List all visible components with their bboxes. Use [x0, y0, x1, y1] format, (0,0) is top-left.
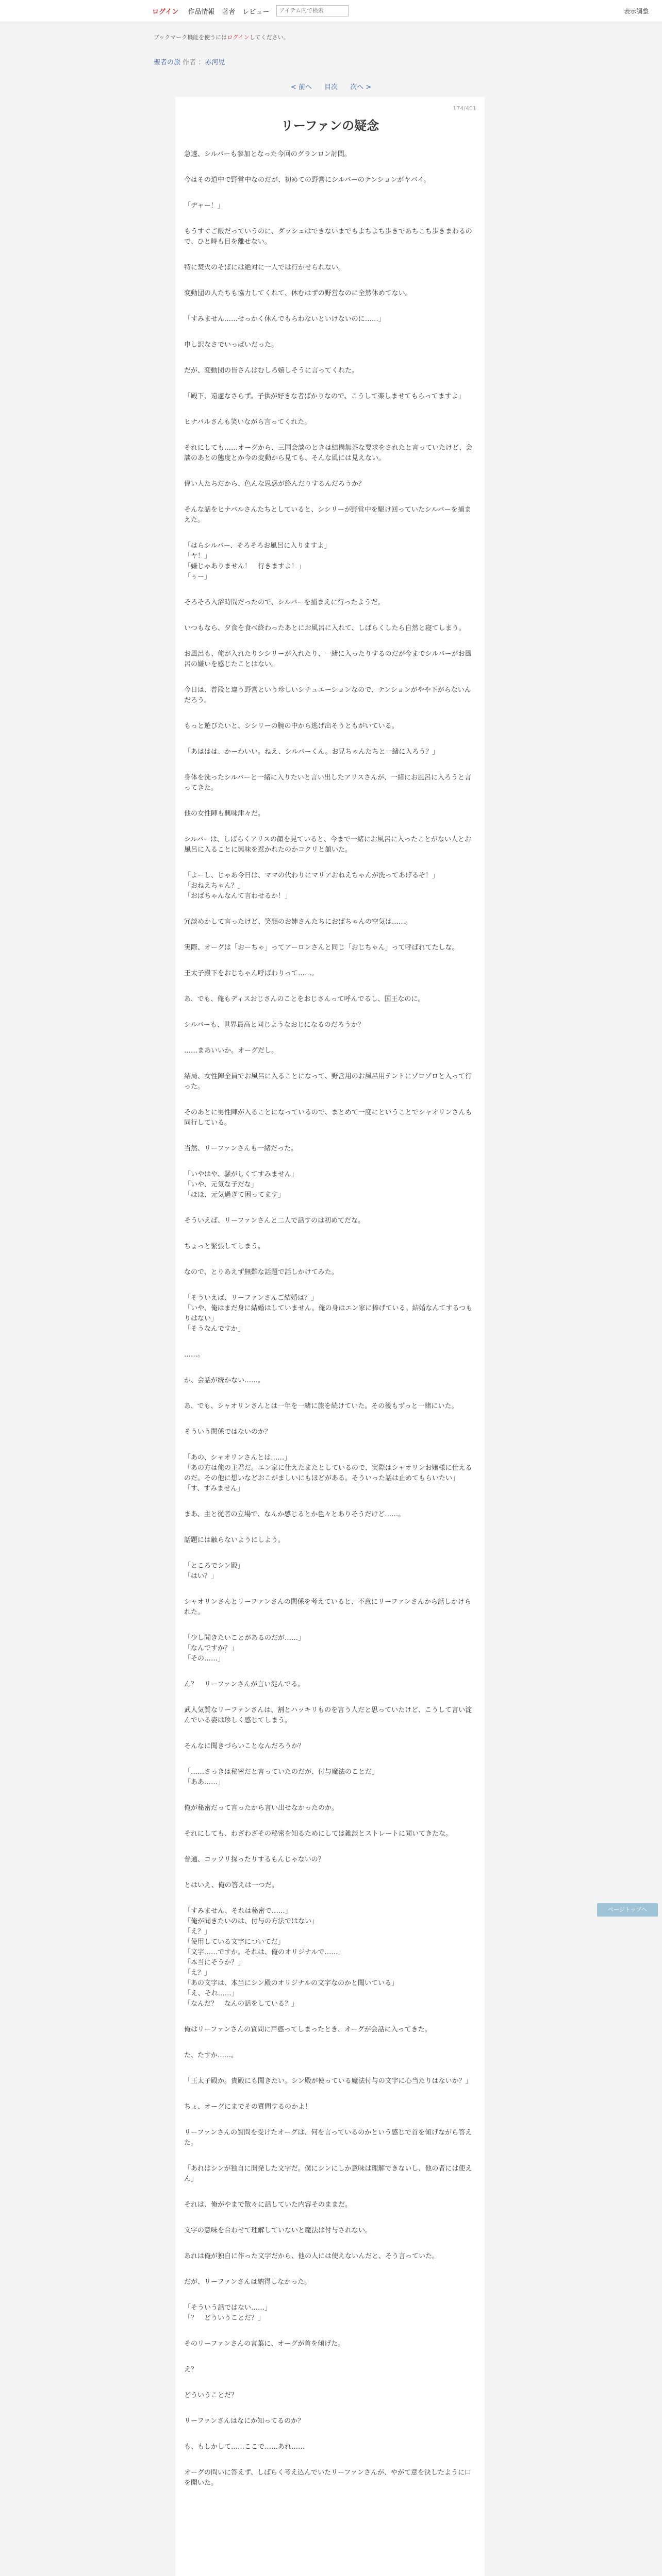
- paragraph: 俺はリーファンさんの質問に戸惑ってしまったとき、オーグが会話に入ってきた。: [184, 2026, 432, 2033]
- episode-nav-top: [0, 81, 662, 91]
- paragraph: とはいえ、俺の答えは一つだ。: [184, 1882, 278, 1889]
- paragraph: それにしても……オーグから、三国会談のときは結構無茶な要求をされたと言っていたけど、会談のあとの態度とか今の変動から見ても、そんな風には見えない。: [184, 444, 473, 462]
- paragraph: だが、リーファンさんは納得しなかった。: [184, 2278, 311, 2286]
- episode-title: リーファンの疑念: [280, 118, 379, 133]
- paragraph: だが、変動団の皆さんはむしろ嬉しそうに言ってくれた。: [184, 367, 359, 375]
- paragraph: 今日は、普段と違う野営という珍しいシチュエーションなので、テンションがやや下がらないんだろう。: [184, 686, 471, 704]
- paragraph: 今はその道中で野営中なのだが、初めての野営にシルバーのテンションがヤバイ。: [184, 176, 431, 184]
- paragraph: 王太子殿下をおじちゃん呼ばわりって……。: [184, 970, 319, 977]
- paragraph: ……まあいいか。オーグだし。: [184, 1047, 278, 1055]
- paragraph: 変動団の人たちも協力してくれて、休むはずの野営なのに全然休めてない。: [184, 290, 412, 297]
- paragraph: 身体を洗ったシルバーと一緒に入りたいと言い出したアリスさんが、一緒にお風呂に入ろうと言ってきた。: [184, 774, 471, 792]
- paragraph: も、もしかして……ここで……あれ……: [184, 2443, 305, 2451]
- search-input[interactable]: [276, 5, 349, 16]
- paragraph: ヒナバルさんも笑いながら言ってくれた。: [184, 418, 311, 426]
- paragraph: リーファンさんはなにか知ってるのか？: [184, 2417, 305, 2425]
- paragraph: た、たすか……。: [184, 2052, 238, 2059]
- paragraph: シャオリンさんとリーファンさんの関係を考えていると、不意にリーファンさんから話しかけられた。: [184, 1598, 471, 1616]
- paragraph: 「ヂャー！」: [184, 202, 224, 210]
- paragraph: 武人気質なリーファンさんは、割とハッキリものを言う人だと思っていたけど、こうして言い淀んでいる姿は珍しく感じてしまう。: [184, 1706, 472, 1724]
- paragraph: 偉い人たちだから、色んな思惑が絡んだりするんだろうか？: [184, 480, 366, 488]
- paragraph: シルバーは、しばらくアリスの顔を見ていると、今まで一緒にお風呂に入ったことがない人とお風呂に入ることに興味を惹かれたのかコクリと頷いた。: [184, 836, 471, 854]
- paragraph: ちょ、オーグにまでその質問するのかよ！: [184, 2103, 312, 2111]
- paragraph: 特に焚火のそばには絶対に一人では行かせられない。: [184, 264, 345, 272]
- breadcrumb-author-link[interactable]: 赤河児: [205, 59, 225, 66]
- episode-page: [175, 97, 485, 2576]
- episode-body: [184, 149, 473, 2504]
- paragraph: 「ところでシン殿」 「はい？」: [184, 1562, 244, 1580]
- paragraph: 「王太子殿か。貴殿にも聞きたい。シン殿が使っている魔法付与の文字に心当たりはないか？」: [184, 2077, 472, 2085]
- paragraph: 「あれはシンが独自に開発した文字だ。僕にシンにしか意味は理解できないし、他の者には使えん」: [184, 2165, 472, 2183]
- paragraph: いつもなら、夕食を食べ終わったあとにお風呂に入れて、しばらくしたら自然と寝てしまう。: [184, 624, 466, 632]
- paragraph: 「そういえば、リーファンさんご結婚は？」 「いや、俺はまだ身に結婚はしていません。俺の身はエン家に捧げている。結婚なんてするつもりはない」 「そうなんですか」: [184, 1294, 473, 1333]
- paragraph: ちょっと緊張してしまう。: [184, 1243, 265, 1250]
- paragraph: 「殿下、遠慮なさらず。子供が好きな者ばかりなので、こうして楽しませてもらってますよ」: [184, 393, 465, 400]
- paragraph: それにしても、わざわざその秘密を知るためにしては雑談とストレートに聞いてきたな。: [184, 1830, 453, 1838]
- paragraph: ……。: [184, 1351, 205, 1359]
- scroll-top-button[interactable]: ページトップへ: [597, 1903, 658, 1917]
- paragraph: そんなに聞きづらいことなんだろうか？: [184, 1742, 305, 1750]
- paragraph: 「よーし、じゃあ今日は、ママの代わりにマリアおねえちゃんが洗ってあげるぞ！」 「おねえちゃん？」 「おばちゃんなんて言わせるか！」: [184, 872, 439, 900]
- paragraph: そろそろ入浴時間だったので、シルバーを捕まえに行ったようだ。: [184, 599, 385, 606]
- paragraph: 「すみません、それは秘密で……」 「俺が聞きたいのは、付与の方法ではない」 「え？」 「使用している文字についてだ」 「文字……ですか。それは、俺のオリジナルで……」 「本当にそうか？」 「え？」 「あの文字は、本当にシン殿のオリジナルの文字なのかと聞いている」 「え、それ……」 「なんだ？ なんの話をしている？」: [184, 1907, 399, 2008]
- paragraph: 普通、コッソリ探ったりするもんじゃないの？: [184, 1856, 325, 1863]
- paragraph: 「少し聞きたいことがあるのだが……」 「なんですか？」 「その……」: [184, 1634, 305, 1663]
- nav-link-work-info[interactable]: 作品情報: [188, 8, 215, 16]
- paragraph: 他の女性陣も興味津々だ。: [184, 810, 265, 818]
- prev-link[interactable]: < 前へ: [290, 83, 312, 91]
- paragraph: 結局、女性陣全員でお風呂に入ることになって、野営用のお風呂用テントにゾロゾロと入って行った。: [184, 1073, 472, 1091]
- paragraph: もうすぐご飯だっていうのに、ダッシュはできないまでもよちよち歩きであちこち歩きまわるので、ひと時も目を離せない。: [184, 228, 472, 246]
- paragraph: 「すみません……せっかく休んでもらわないといけないのに……」: [184, 315, 385, 323]
- paragraph: そんな話をヒナバルさんたちとしていると、シシリーが野営中を駆け回っていたシルバーを捕まえた。: [184, 506, 471, 524]
- paragraph: 話題には触らないようにしよう。: [184, 1536, 285, 1544]
- paragraph: シルバーも、世界最高と同じようなおじになるのだろうか？: [184, 1021, 365, 1029]
- breadcrumb: 聖者の旅 作者 ：赤河児: [154, 59, 225, 66]
- display-settings-button[interactable]: 表示調整: [623, 8, 649, 15]
- paragraph: あれは俺が独自に作った文字だから、他の人には使えないんだと、そう言っていた。: [184, 2252, 439, 2260]
- top-navbar: [0, 0, 662, 22]
- paragraph: え？: [184, 2366, 198, 2374]
- paragraph: リーファンさんの質問を受けたオーグは、何を言っているのかという感じで首を傾げながら答えた。: [184, 2129, 472, 2147]
- paragraph: ん？ リーファンさんが言い淀んでる。: [184, 1681, 305, 1688]
- next-link[interactable]: 次へ >: [350, 83, 372, 91]
- breadcrumb-author-label: 作者: [183, 59, 196, 66]
- paragraph: 申し訳なさでいっぱいだった。: [184, 341, 278, 349]
- paragraph: もっと遊びたいと、シシリーの腕の中から逃げ出そうともがいている。: [184, 722, 399, 730]
- paragraph: あ、でも、シャオリンさんとは一年を一緒に旅を続けていた。その後もずっと一緒にいた。: [184, 1402, 458, 1410]
- paragraph: 実際、オーグは「おーちゃ」ってアーロンさんと同じ「おじちゃん」って呼ばれてたしな。: [184, 944, 459, 952]
- paragraph: オーグの問いに答えず、しばらく考え込んでいたリーファンさんが、やがて意を決したように口を開いた。: [184, 2469, 472, 2487]
- paragraph: それは、俺がやまで散々に話していた内容そのままだ。: [184, 2201, 352, 2209]
- paragraph: 当然、リーファンさんも一緒だった。: [184, 1145, 298, 1153]
- paragraph: 「いやはや、騒がしくてすみません」 「いや、元気な子だな」 「ほほ、元気過ぎて困ってます」: [184, 1171, 298, 1199]
- paragraph: 「そういう話ではない……」 「？ どういうことだ？」: [184, 2304, 272, 2322]
- breadcrumb-work-link[interactable]: 聖者の旅: [154, 59, 181, 66]
- paragraph: そのリーファンさんの言葉に、オーグが首を傾げた。: [184, 2340, 345, 2348]
- top-navbar-inner: [152, 0, 349, 22]
- paragraph: そういう関係ではないのか？: [184, 1428, 272, 1436]
- paragraph: 「はらシルバー、そろそろお風呂に入りますよ」 「ヤ！」 「嫌じゃありません！ 行きますよ！」 「ぅー」: [184, 542, 331, 581]
- nav-link-author[interactable]: 著者: [222, 8, 236, 16]
- paragraph: 「……さっきは秘密だと言っていたのだが、付与魔法のことだ」 「ああ……」: [184, 1768, 379, 1786]
- notice-pre: ブックマーク機能を使うには: [154, 34, 227, 41]
- paragraph: 文字の意味を合わせて理解していないと魔法は付与されない。: [184, 2227, 372, 2234]
- toc-link[interactable]: 目次: [324, 83, 338, 91]
- paragraph: お風呂も、俺が入れたりシシリーが入れたり、一緒に入ったりするのだが今までシルバーがお風呂の嫌いを感じたことはない。: [184, 650, 472, 668]
- paragraph: そのあとに男性陣が入ることになっているので、まとめて一度にということでシャオリンさんも同行している。: [184, 1109, 472, 1127]
- paragraph: どういうことだ？: [184, 2392, 238, 2399]
- paragraph: 急遽、シルバーも参加となった今回のグランロン討問。: [184, 150, 351, 158]
- notice-post: してください。: [249, 34, 289, 41]
- notice-login-link[interactable]: ログイン: [227, 34, 250, 41]
- paragraph: か、会話が続かない……。: [184, 1377, 265, 1384]
- paragraph: 冗談めかして言ったけど、笑顔のお姉さんたちにおばちゃんの空気は……。: [184, 918, 412, 926]
- login-link[interactable]: ログイン: [152, 8, 179, 16]
- nav-link-reviews[interactable]: レビュー: [242, 8, 270, 16]
- bookmark-notice: [154, 33, 289, 41]
- page-number: 174/401: [453, 105, 476, 112]
- paragraph: あ、でも、俺もディスおじさんのことをおじさんって呼んでるし、国王なのに。: [184, 995, 425, 1003]
- paragraph: 「あの、シャオリンさんとは……」 「あの方は俺の主君だ。エン家に仕えたまたとしているので、実際はシャオリンお嬢様に仕えるのだ。その他に想いなどおこがましいにもほどがある。そういった話は止めてもらいたい」 「す、すみません」: [184, 1454, 472, 1493]
- paragraph: 「あははは、かーわいい。ねえ、シルバーくん。お兄ちゃんたちと一緒に入ろう？」: [184, 748, 439, 756]
- paragraph: そういえば、リーファンさんと二人で話すのは初めてだな。: [184, 1217, 365, 1225]
- paragraph: なので、とりあえず無難な話題で話しかけてみた。: [184, 1268, 338, 1276]
- paragraph: 俺が秘密だって言ったから言い出せなかったのか。: [184, 1804, 339, 1812]
- paragraph: まあ、主と従者の立場で、なんか感じるとか色々とありそうだけど……。: [184, 1511, 405, 1518]
